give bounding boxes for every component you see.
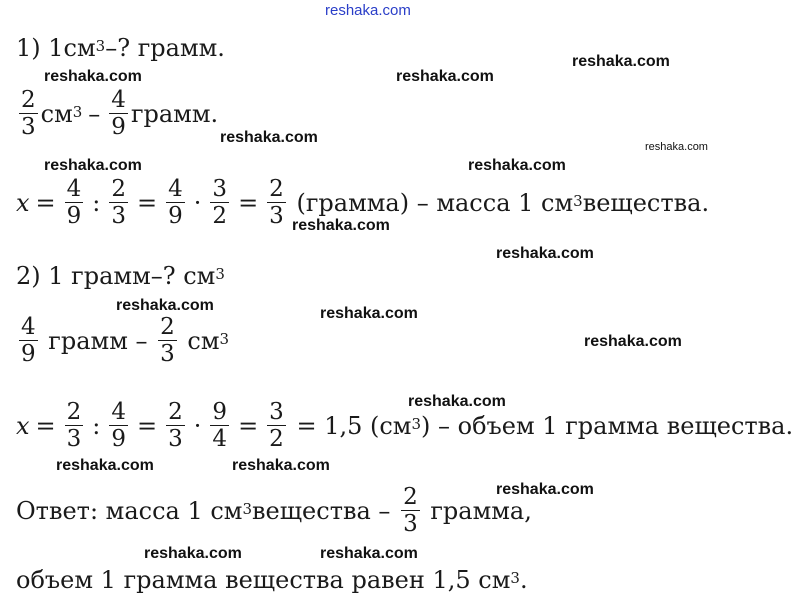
step-number: 1)	[16, 34, 41, 62]
step1-equation: x = $\frac{4}{9}$ : $\frac{2}{3}$ = $\frac{4}{9}$ · $\frac{3}{2}$ = $\frac{2}{3}$ (грамма) – масса 1 см $^3$ вещества.	[16, 176, 710, 230]
variable-x: x	[16, 411, 30, 440]
watermark: reshaka.com	[468, 157, 566, 174]
fraction: $\frac{4}{9}$	[168, 176, 183, 230]
watermark: reshaka.com	[56, 457, 154, 474]
watermark: reshaka.com	[320, 305, 418, 322]
fraction: $\frac{4}{9}$	[21, 314, 36, 368]
watermark: reshaka.com	[408, 393, 506, 410]
step2-header: 2) 1 грамм–? см $^3$	[16, 262, 225, 290]
fraction: $\frac{4}{9}$	[111, 399, 127, 453]
watermark: reshaka.com	[220, 129, 318, 146]
header-text: 1см	[48, 34, 96, 62]
variable-x: x	[16, 188, 30, 217]
unit-cm: см	[40, 99, 73, 128]
result-tail: ) – объем 1 грамма вещества.	[421, 411, 793, 440]
watermark: reshaka.com	[320, 545, 418, 562]
unit-cm: см	[187, 326, 220, 355]
fraction: $\frac{2}{3}$	[111, 176, 127, 230]
fraction: $\frac{9}{4}$	[212, 399, 228, 453]
watermark: reshaka.com	[645, 141, 708, 153]
watermark: reshaka.com	[144, 545, 242, 562]
answer-text: вещества –	[252, 496, 391, 525]
watermark: reshaka.com	[584, 333, 682, 350]
answer-text: объем 1 грамма вещества равен 1,5 см	[16, 566, 511, 594]
unit-gram: грамм.	[130, 99, 219, 128]
watermark: reshaka.com	[496, 481, 594, 498]
watermark: reshaka.com	[44, 68, 142, 85]
step2-proportion: $\frac{4}{9}$ грамм – $\frac{2}{3}$ см $^3$	[21, 314, 230, 368]
header-question: –? грамм.	[105, 34, 225, 62]
answer-text: Ответ: масса 1 см	[16, 496, 243, 525]
result-tail: вещества.	[582, 188, 710, 217]
fraction: $\frac{2}{3}$	[160, 314, 175, 368]
fraction: $\frac{2}{3}$	[66, 399, 82, 453]
watermark: reshaka.com	[116, 297, 214, 314]
fraction: $\frac{2}{3}$	[269, 176, 284, 230]
fraction: $\frac{3}{2}$	[269, 399, 284, 453]
result-text: = 1,5 (см	[296, 411, 412, 440]
fraction: $\frac{4}{9}$	[111, 87, 126, 141]
result-text: (грамма) – масса 1 см	[296, 188, 574, 217]
watermark: reshaka.com	[396, 68, 494, 85]
step2-equation: x = $\frac{2}{3}$ : $\frac{4}{9}$ = $\frac{2}{3}$ · $\frac{9}{4}$ = $\frac{3}{2}$ = 1,5 (см $^3$ ) – объем 1 грамма вещества.	[16, 399, 793, 453]
watermark: reshaka.com	[496, 245, 594, 262]
header-text: 2) 1 грамм–? см	[16, 262, 216, 290]
step1-proportion: $\frac{2}{3}$ см $^3$ – $\frac{4}{9}$ грамм.	[21, 87, 219, 141]
step1-header	[16, 34, 225, 62]
answer-line-1: Ответ: масса 1 см $^3$ вещества – $\frac{2}{3}$ грамма,	[16, 484, 532, 538]
answer-text: грамма,	[430, 496, 532, 525]
fraction: $\frac{4}{9}$	[66, 176, 82, 230]
fraction: $\frac{3}{2}$	[212, 176, 228, 230]
dash: –	[88, 99, 101, 128]
answer-text: .	[519, 566, 528, 594]
watermark: reshaka.com	[232, 457, 330, 474]
exponent: 3	[95, 37, 106, 55]
fraction: $\frac{2}{3}$	[21, 87, 36, 141]
fraction: $\frac{2}{3}$	[403, 484, 418, 538]
unit-gram: грамм –	[48, 326, 148, 355]
answer-line-2: объем 1 грамма вещества равен 1,5 см $^3$ .	[16, 566, 528, 594]
watermark: reshaka.com	[292, 217, 390, 234]
watermark: reshaka.com	[44, 157, 142, 174]
fraction: $\frac{2}{3}$	[168, 399, 183, 453]
watermark: reshaka.com	[572, 53, 670, 70]
watermark-top[interactable]: reshaka.com	[325, 2, 411, 19]
